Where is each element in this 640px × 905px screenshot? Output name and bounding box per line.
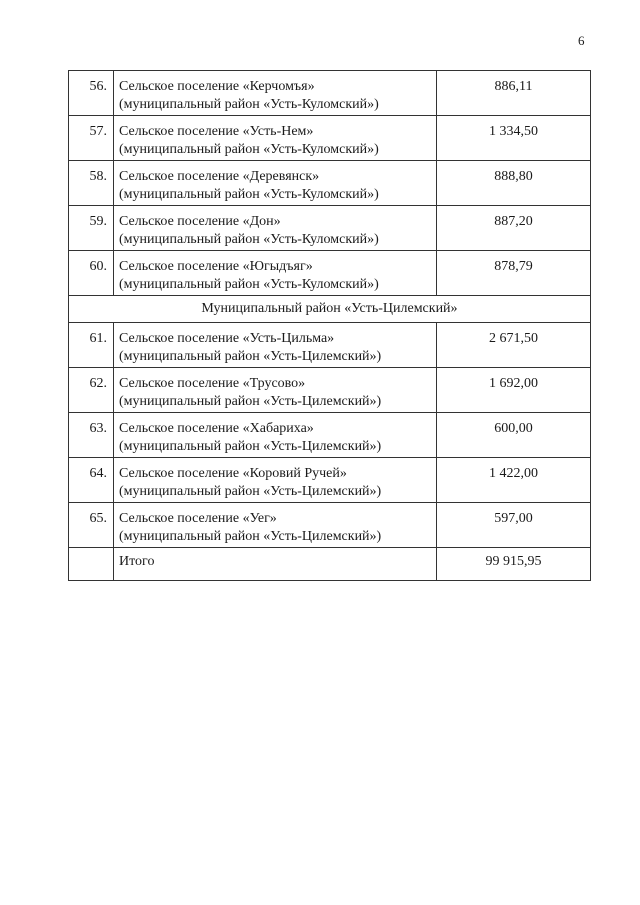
table-row (69, 413, 591, 458)
district-note: (муниципальный район «Усть-Цилемский») (119, 439, 382, 454)
row-number: 65. (69, 503, 114, 548)
row-number: 61. (69, 323, 114, 368)
settlement-name (114, 161, 437, 206)
table-row (69, 368, 591, 413)
settlement-name (114, 503, 437, 548)
row-number: 64. (69, 458, 114, 503)
settlement-name (114, 413, 437, 458)
settlement-title: Сельское поселение «Коровий Ручей» (119, 466, 347, 481)
table-row (69, 503, 591, 548)
amount-cell: 1 422,00 (437, 458, 591, 503)
amount-cell: 887,20 (437, 206, 591, 251)
district-note: (муниципальный район «Усть-Цилемский») (119, 349, 382, 364)
settlement-name (114, 323, 437, 368)
page-number: 6 (578, 33, 585, 48)
table-row (69, 161, 591, 206)
district-note: (муниципальный район «Усть-Куломский») (119, 97, 379, 112)
settlement-name (114, 116, 437, 161)
table-row (69, 251, 591, 296)
total-value: 99 915,95 (437, 548, 591, 581)
district-note: (муниципальный район «Усть-Цилемский») (119, 484, 382, 499)
row-number: 62. (69, 368, 114, 413)
table-row (69, 323, 591, 368)
row-number: 57. (69, 116, 114, 161)
amount-cell: 888,80 (437, 161, 591, 206)
amount-cell: 1 334,50 (437, 116, 591, 161)
total-number-cell (69, 548, 114, 581)
amount-cell: 597,00 (437, 503, 591, 548)
settlement-title: Сельское поселение «Югыдъяг» (119, 259, 313, 274)
row-number: 58. (69, 161, 114, 206)
section-heading-row (69, 296, 591, 323)
settlement-title: Сельское поселение «Деревянск» (119, 169, 320, 184)
table-row (69, 206, 591, 251)
settlement-name (114, 368, 437, 413)
table-row (69, 458, 591, 503)
district-note: (муниципальный район «Усть-Цилемский») (119, 394, 382, 409)
row-number: 63. (69, 413, 114, 458)
settlement-title: Сельское поселение «Усть-Нем» (119, 124, 314, 139)
amount-cell: 2 671,50 (437, 323, 591, 368)
settlement-name (114, 206, 437, 251)
settlement-title: Сельское поселение «Керчомъя» (119, 79, 315, 94)
settlement-title: Сельское поселение «Уег» (119, 511, 277, 526)
district-note: (муниципальный район «Усть-Цилемский») (119, 529, 382, 544)
settlement-title: Сельское поселение «Усть-Цильма» (119, 331, 335, 346)
settlement-title: Сельское поселение «Хабариха» (119, 421, 314, 436)
district-note: (муниципальный район «Усть-Куломский») (119, 277, 379, 292)
total-row (69, 548, 591, 581)
settlement-title: Сельское поселение «Трусово» (119, 376, 306, 391)
amount-cell: 600,00 (437, 413, 591, 458)
total-label: Итого (114, 548, 437, 581)
table-row (69, 116, 591, 161)
row-number: 60. (69, 251, 114, 296)
row-number: 59. (69, 206, 114, 251)
amount-cell: 878,79 (437, 251, 591, 296)
amount-cell: 886,11 (437, 71, 591, 116)
district-note: (муниципальный район «Усть-Куломский») (119, 187, 379, 202)
settlement-name (114, 458, 437, 503)
district-note: (муниципальный район «Усть-Куломский») (119, 142, 379, 157)
table-row (69, 71, 591, 116)
amount-cell: 1 692,00 (437, 368, 591, 413)
district-note: (муниципальный район «Усть-Куломский») (119, 232, 379, 247)
settlement-name (114, 71, 437, 116)
allocation-table (68, 70, 591, 581)
settlement-name (114, 251, 437, 296)
row-number: 56. (69, 71, 114, 116)
section-heading: Муниципальный район «Усть-Цилемский» (69, 296, 591, 323)
settlement-title: Сельское поселение «Дон» (119, 214, 281, 229)
